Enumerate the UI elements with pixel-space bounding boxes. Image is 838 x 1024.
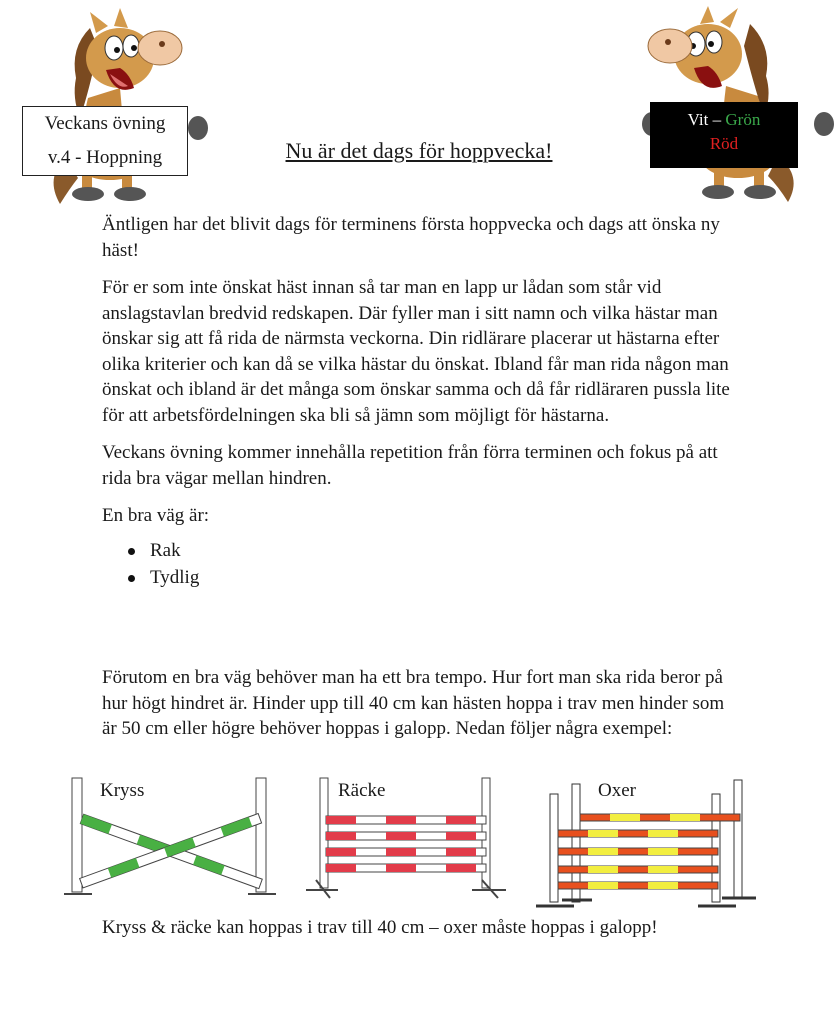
paragraph-exercise: Veckans övning kommer innehålla repetition från förra terminen och fokus på att rida bra vägar mellan hindren.: [102, 442, 718, 489]
jump-label-kryss: Kryss: [100, 780, 145, 801]
team-vit: Vit: [687, 110, 709, 129]
body-text: [102, 212, 742, 591]
sign-line-1: Veckans övning: [44, 113, 166, 134]
team-rod: Röd: [709, 134, 739, 153]
sign-line-2: v.4 - Hoppning: [47, 147, 163, 168]
paragraph-tempo: Förutom en bra väg behöver man ha ett bra tempo. Hur fort man ska rida beror på hur högt hindret är. Hinder upp till 40 cm kan hästen hoppa i trav men hinder som är 50 cm eller högre behöver hoppas i galopp. Nedan följer några exempel:: [102, 667, 725, 739]
jump-label-racke: Räcke: [338, 780, 386, 801]
paragraph-intro: Äntligen har det blivit dags för terminens första hoppvecka och dags att önska ny häst!: [102, 214, 720, 261]
page-title: Nu är det dags för hoppvecka!: [285, 138, 553, 163]
good-path-list: [102, 537, 742, 591]
team-dash: –: [708, 110, 726, 129]
cross-jump-icon: [62, 774, 282, 900]
paragraph-good-path: En bra väg är:: [102, 505, 210, 526]
vertical-jump-icon: [302, 774, 512, 900]
team-colors-line-1: [650, 108, 798, 132]
bullet-icon: [128, 575, 135, 582]
list-item: Rak: [102, 537, 742, 564]
paragraph-footer: Kryss & räcke kan hoppas i trav till 40 cm – oxer måste hoppas i galopp!: [102, 917, 658, 938]
bullet-icon: [128, 548, 135, 555]
paragraph-wishes: För er som inte önskat häst innan så tar man en lapp ur lådan som står vid anslagstavlan bredvid redskapen. Där fyller man i sitt namn och vilka hästar man önskar sig att få rida de närmsta veckorna. Din ridlärare placerar ut hästarna efter olika kriterier och kan då se vilka hästar du önskat. Ibland får man rida någon man önskat och ibland är det många som önskar samma och då får ridläraren pussla lite för att arbetsfördelningen ska bli så jämn som möjligt för hästarna.: [102, 277, 730, 426]
list-item: Tydlig: [102, 564, 742, 591]
team-gron: Grön: [725, 110, 761, 129]
oxer-jump-icon: [532, 774, 758, 910]
jump-label-oxer: Oxer: [598, 780, 636, 801]
